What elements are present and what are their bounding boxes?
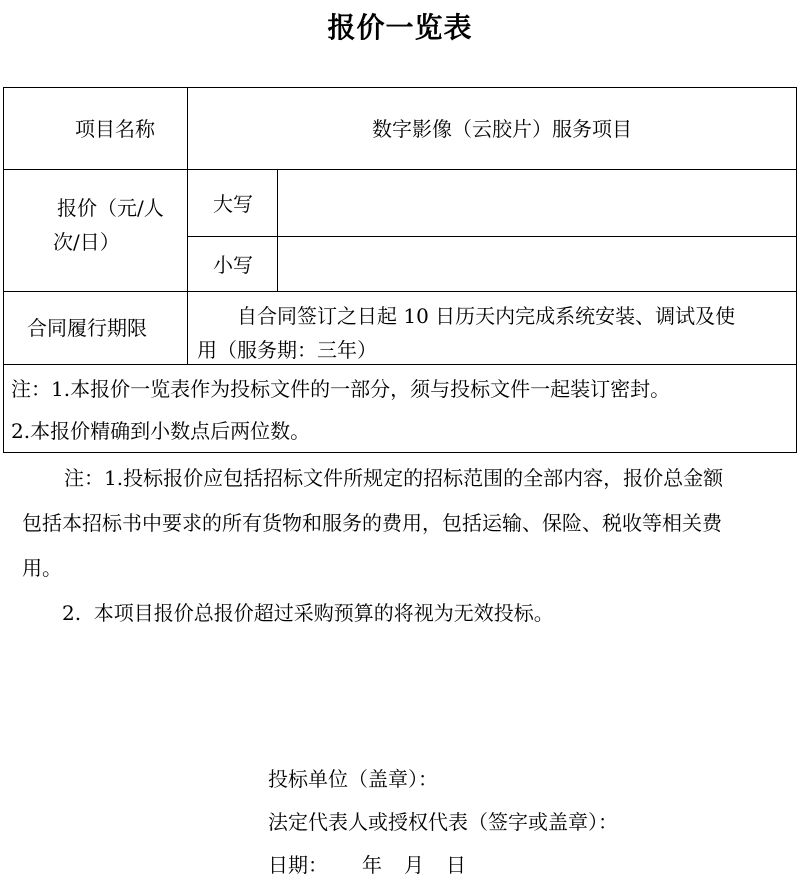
table-col-divider [277,169,278,292]
lowercase-label: 小写 [213,253,253,277]
table-border-top [3,87,797,88]
note-2 [22,591,790,636]
period-value [197,299,793,367]
table-note-line1: 注：1.本报价一览表作为投标文件的一部分，须与投标文件一起装订密封。 [11,377,671,401]
note-2-text: 2. 本项目报价总报价超过采购预算的将视为无效投标。 [62,601,554,625]
note-1 [22,456,790,591]
period-label: 合同履行期限 [27,316,147,340]
table-note-line2: 2.本报价精确到小数点后两位数。 [11,419,311,443]
quote-table [3,87,797,453]
project-name-value: 数字影像（云胶片）服务项目 [372,117,632,141]
project-name-label: 项目名称 [75,117,155,141]
table-col-divider [187,87,188,365]
date-label: 日期： [268,853,328,877]
table-row-divider [3,169,797,170]
date-line [268,844,618,887]
price-label-line2: 次/日） [53,230,120,254]
uppercase-label: 大写 [213,192,253,216]
price-label [53,191,183,259]
page-title: 报价一览表 [327,11,473,44]
notes-section [22,456,790,636]
representative-label: 法定代表人或授权代表（签字或盖章）： [268,810,618,834]
table-border-left [3,87,4,453]
table-border-bottom [3,452,797,453]
table-border-right [796,87,797,453]
table-row-divider [3,291,797,292]
note-1-line2: 包括本招标书中要求的所有货物和服务的费用，包括运输、保险、税收等相关费 [22,511,722,535]
date-year: 年 [362,853,382,877]
date-day: 日 [446,853,466,877]
period-value-line2: 用（服务期：三年） [197,338,377,362]
signature-block [268,758,618,887]
table-row-divider [187,236,797,237]
note-1-line3: 用。 [22,556,62,580]
date-month: 月 [404,853,424,877]
bidder-label: 投标单位（盖章）： [268,767,438,791]
price-label-line1: 报价（元/人 [57,196,164,220]
note-1-line1: 注：1.投标报价应包括招标文件所规定的招标范围的全部内容，报价总金额 [64,466,724,490]
period-value-line1: 自合同签订之日起 10 日历天内完成系统安装、调试及使 [237,304,736,328]
